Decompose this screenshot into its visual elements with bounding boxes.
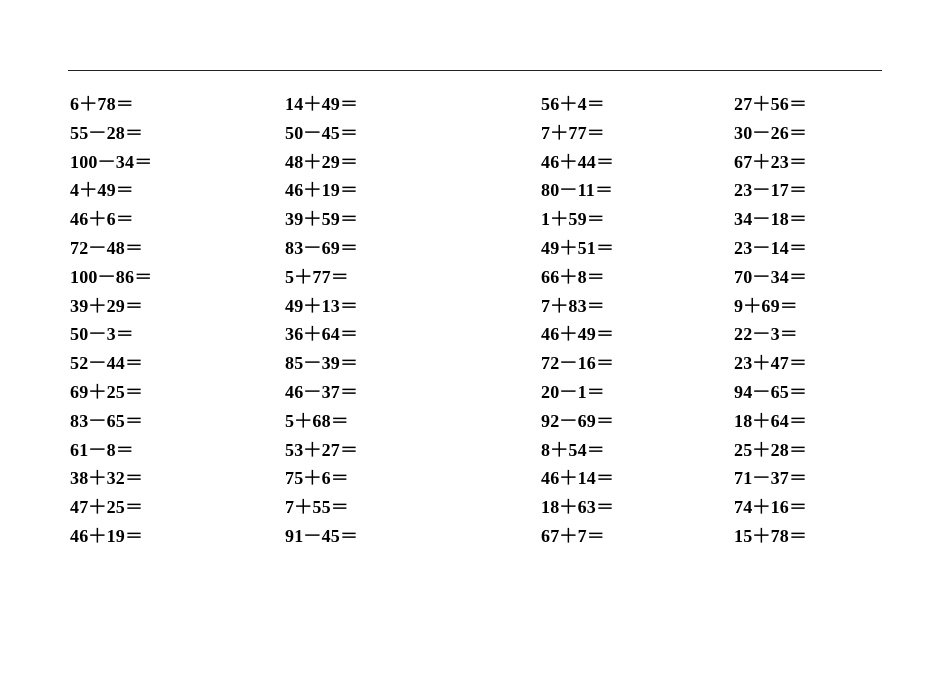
math-problem: 56＋4＝ bbox=[541, 94, 605, 114]
math-problem: 100－86＝ bbox=[70, 266, 153, 287]
math-problem: 72－48＝ bbox=[70, 237, 144, 258]
math-problem: 46－37＝ bbox=[285, 381, 359, 402]
math-problem: 14＋49＝ bbox=[285, 94, 359, 114]
math-problem: 48＋29＝ bbox=[285, 151, 359, 172]
math-problem: 92－69＝ bbox=[541, 410, 615, 431]
math-problem: 27＋56＝ bbox=[734, 94, 808, 114]
math-problem: 5＋68＝ bbox=[285, 410, 349, 431]
math-problem: 22－3＝ bbox=[734, 324, 798, 345]
math-problem: 100－34＝ bbox=[70, 151, 153, 172]
math-problem: 50－45＝ bbox=[285, 122, 359, 143]
problem-column-1 bbox=[70, 90, 152, 551]
math-problem: 4＋49＝ bbox=[70, 180, 134, 201]
math-problem: 18＋63＝ bbox=[541, 497, 615, 518]
problem-column-2 bbox=[285, 90, 358, 551]
math-problem: 72－16＝ bbox=[541, 353, 615, 374]
problem-column-3 bbox=[541, 90, 614, 551]
math-problem: 49＋51＝ bbox=[541, 237, 615, 258]
math-problem: 36＋64＝ bbox=[285, 324, 359, 345]
math-problem: 67＋23＝ bbox=[734, 151, 808, 172]
math-problem: 7＋55＝ bbox=[285, 497, 349, 518]
math-problem: 46＋44＝ bbox=[541, 151, 615, 172]
math-problem: 23－17＝ bbox=[734, 180, 808, 201]
math-problem: 74＋16＝ bbox=[734, 497, 808, 518]
math-problem: 70－34＝ bbox=[734, 266, 808, 287]
math-problem: 38＋32＝ bbox=[70, 468, 144, 489]
math-problem: 61－8＝ bbox=[70, 439, 134, 460]
math-problem: 80－11＝ bbox=[541, 180, 614, 201]
math-problem: 46＋19＝ bbox=[285, 180, 359, 201]
math-problem: 71－37＝ bbox=[734, 468, 808, 489]
math-problem: 83－69＝ bbox=[285, 237, 359, 258]
math-problem: 6＋78＝ bbox=[70, 94, 134, 114]
math-problem: 47＋25＝ bbox=[70, 497, 144, 518]
math-problem: 5＋77＝ bbox=[285, 266, 349, 287]
math-problem: 67＋7＝ bbox=[541, 525, 605, 546]
math-problem: 46＋19＝ bbox=[70, 525, 144, 546]
math-problem: 83－65＝ bbox=[70, 410, 144, 431]
header-rule bbox=[68, 70, 882, 71]
math-problem: 55－28＝ bbox=[70, 122, 144, 143]
math-problem: 66＋8＝ bbox=[541, 266, 605, 287]
math-problem: 39＋59＝ bbox=[285, 209, 359, 230]
math-problem: 18＋64＝ bbox=[734, 410, 808, 431]
problem-column-4 bbox=[734, 90, 807, 551]
math-problem: 8＋54＝ bbox=[541, 439, 605, 460]
math-problem: 7＋83＝ bbox=[541, 295, 605, 316]
math-problem: 15＋78＝ bbox=[734, 525, 808, 546]
math-problem: 94－65＝ bbox=[734, 381, 808, 402]
math-problem: 23＋47＝ bbox=[734, 353, 808, 374]
math-problem: 91－45＝ bbox=[285, 525, 359, 546]
math-problem: 25＋28＝ bbox=[734, 439, 808, 460]
math-problem: 53＋27＝ bbox=[285, 439, 359, 460]
math-problem: 1＋59＝ bbox=[541, 209, 605, 230]
math-problem: 85－39＝ bbox=[285, 353, 359, 374]
math-problem: 23－14＝ bbox=[734, 237, 808, 258]
math-problem: 75＋6＝ bbox=[285, 468, 349, 489]
math-problem: 46＋49＝ bbox=[541, 324, 615, 345]
math-problem: 34－18＝ bbox=[734, 209, 808, 230]
math-problem: 49＋13＝ bbox=[285, 295, 359, 316]
math-problem: 20－1＝ bbox=[541, 381, 605, 402]
math-problem: 9＋69＝ bbox=[734, 295, 798, 316]
math-problem: 30－26＝ bbox=[734, 122, 808, 143]
math-problem: 46＋6＝ bbox=[70, 209, 134, 230]
math-problem: 39＋29＝ bbox=[70, 295, 144, 316]
math-problem: 52－44＝ bbox=[70, 353, 144, 374]
math-problem: 69＋25＝ bbox=[70, 381, 144, 402]
math-problem: 50－3＝ bbox=[70, 324, 134, 345]
math-problem: 7＋77＝ bbox=[541, 122, 605, 143]
math-problem: 46＋14＝ bbox=[541, 468, 615, 489]
